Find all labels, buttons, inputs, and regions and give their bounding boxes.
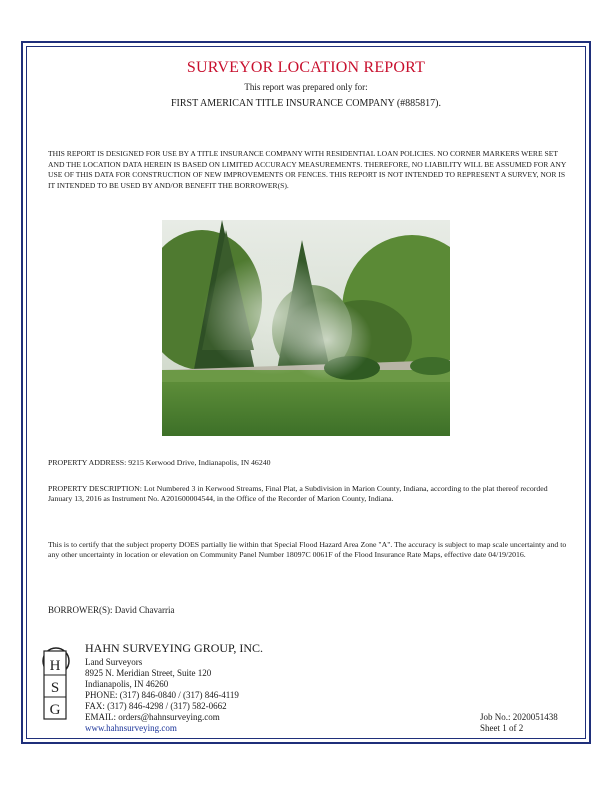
report-title: SURVEYOR LOCATION REPORT: [186, 59, 426, 76]
company-tagline: Land Surveyors: [85, 657, 143, 667]
company-street: 8925 N. Meridian Street, Suite 120: [85, 668, 212, 678]
company-phone: PHONE: (317) 846-0840 / (317) 846-4119: [85, 690, 239, 700]
property-photo-image: [162, 220, 450, 436]
company-city: Indianapolis, IN 46260: [85, 679, 169, 689]
company-logo-icon: [36, 647, 76, 723]
logo-letter-h: H: [49, 658, 61, 674]
company-name: HAHN SURVEYING GROUP, INC.: [85, 641, 264, 655]
flood-certification: This is to certify that the subject property DOES partially lie within that Special Flood Hazard Area Zone "A". The accuracy is subject to map scale uncertainty and to any other uncertainty in location or elevation on Community Panel Number 18097C 0061F of the Flood Insurance Rate Maps, effective date 04/19/2016.: [48, 540, 567, 560]
property-photo: [162, 220, 450, 436]
logo-letter-g: G: [49, 702, 61, 718]
sheet-number: Sheet 1 of 2: [480, 723, 524, 733]
company-fax: FAX: (317) 846-4298 / (317) 582-0662: [85, 701, 227, 711]
report-subtitle: This report was prepared only for:: [244, 82, 368, 92]
disclaimer-text: THIS REPORT IS DESIGNED FOR USE BY A TITLE INSURANCE COMPANY WITH RESIDENTIAL LOAN POLICIES. NO CORNER MARKERS WERE SET AND THE LOCATION DATA HEREIN IS BASED ON LIMITED ACCURACY MEASUREMENTS. THEREFORE, NO LIABILITY WILL BE ASSUMED FOR ANY USE OF THIS DATA FOR CONSTRUCTION OF NEW IMPROVEMENTS OR FENCES. THIS REPORT IS NOT INTENDED TO REPRESENT A SURVEY, NOR IS IT INTENDED TO BE USED BY AND/OR BENEFIT THE BORROWER(S).: [48, 149, 567, 190]
property-description: PROPERTY DESCRIPTION: Lot Numbered 3 in Kerwood Streams, Final Plat, a Subdivision in Marion County, Indiana, according to the plat thereof recorded January 13, 2016 as Instrument No. A201600004544, in the Office of the Recorder of Marion County, Indiana.: [48, 484, 548, 504]
client-name: FIRST AMERICAN TITLE INSURANCE COMPANY (#885817).: [170, 98, 442, 109]
company-website-link[interactable]: www.hahnsurveying.com: [85, 723, 177, 733]
logo-letter-s: S: [50, 680, 60, 696]
job-number: Job No.: 2020051438: [480, 712, 558, 722]
company-email-link[interactable]: EMAIL: orders@hahnsurveying.com: [85, 712, 220, 722]
borrower-name: BORROWER(S): David Chavarria: [48, 605, 175, 615]
property-address: PROPERTY ADDRESS: 9215 Kerwood Drive, Indianapolis, IN 46240: [48, 458, 271, 467]
